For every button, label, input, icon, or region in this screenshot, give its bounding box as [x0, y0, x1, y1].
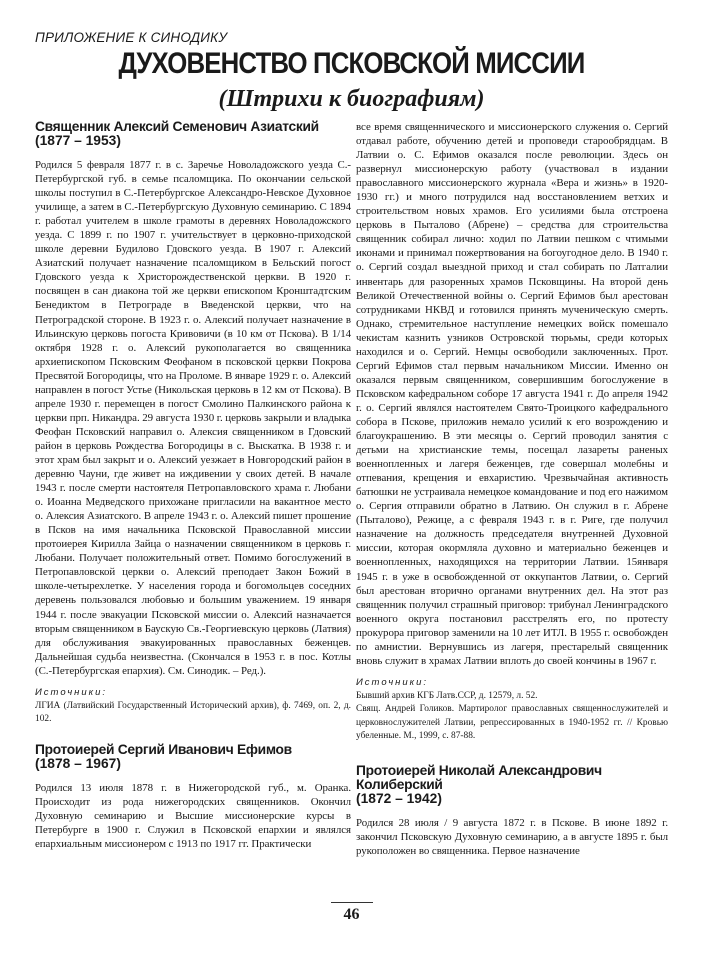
page-number: 46	[343, 906, 360, 923]
page-subtitle: (Штрихи к биографиям)	[218, 86, 485, 112]
page-title: ДУХОВЕНСТВО ПСКОВСКОЙ МИССИИ	[118, 47, 585, 80]
entry-title: Протоиерей Сергий Иванович Ефимов	[35, 741, 292, 757]
entry-body-part-2: все время священнического и миссионерского служения о. Сергий отдавал работе, обучению детей и проповеди старообрядцам. В Латвии о. С. Ефимов оказался после революции. Здесь он развернул миссионерскую работу (участвовал в издании православного миссионерского журнала «Вера и жизнь» в 1920-1930 гг.) и много потрудился над восстановлением ветхих и строительством новых храмов. Его усилиями была отстроена церковь в Пыталово (Абрене) – средства для строительства священник собирал лично: ходил по Латвии пешком с чтимыми иконами и принимал пожертвования на богоугодное дело. В 1940 г. о. Сергий создал выездной приход и стал собирать по Латгалии инвентарь для разоренных храмов Псковщины. На второй день Великой Отечественной войны о. Сергий Ефимов был арестован сотрудниками НКВД и готовился принять мученическую смерть. Однако, стремительное наступление немецких войск помешало чекистам казнить узников Островской тюрьмы, среди которых находился и о. Сергий. Немцы освободили заключенных. Прот. Сергий Ефимов стал первым начальником Миссии. Именно он оказался первым священником, совершившим богослужение в Псковском кафедральном соборе 17 августа 1941 г. До апреля 1942 г. о. Сергий являлся настоятелем Свято-Троицкого кафедрального собора в Пскове, приложив немало усилий к его возрождению и благоукрашению. В эти месяцы о. Сергий проводил занятия с детьми на христианские темы, посещал лазареты раненых военнопленных и лагеря беженцев, где совершал молебны и отпевания, крещения и евхаристию. Чрезвычайная активность батюшки не устраивала немецкое командование и под его нажимом о. Сергия отправили обратно в Латвию. Он служил в г. Абрене (Пыталово), Режице, а с февраля 1943 г. в г. Риге, где получил назначение на должность председателя внутренней Духовной миссии, которая окормляла духовно и материально беженцев и военнопленных, находящихся на территории Латвии. 15января 1945 г. в уже в освобожденной от оккупантов Латвии, о. Сергий был арестован вторично органами внутренних дел. На этот раз священник получил страшный приговор: трибунал Ленинградского военного округа постановил расстрелять его, по протесту прокурора приговор заменили на 10 лет ИТЛ. В 1955 г. освобожден по амнистии. Вернувшись из лагеря, престарелый священник вновь служит в храмах Латвии вплоть до своей кончины в 1967 г.	[356, 121, 668, 667]
entry-body: Родился 5 февраля 1877 г. в с. Заречье Новоладожского уезда С.-Петербургской губ. в семье псаломщика. По окончании сельской школы поступил в С.-Петербургское Александро-Невское Духовное училище, а затем в С.-Петербургскую Духовную семинарию. С 1894 г. работал учителем в школе грамоты в деревнях Новоладожского уезда. С 1899 г. по 1907 г. учительствует в церковно-приходской школе деревни Будилово Гдовского уезда. В 1907 г. Алексий Азиатский получает назначение псаломщиком в Бельский погост Гдовского уезда к Христорождественской церкви. В 1920 г. посвящен в сан диакона той же церкви епископом Кронштадтским Бенедиктом в Петрограде в Введенской церкви, что на Петроградской стороне. В 1923 г. о. Алексий получает назначение в Ильинскую церковь погоста Кривовичи (в 10 км от Пскова). В 1/14 октября 1928 г. о. Алексий рукополагается во священника архиепископом Псковским Феофаном в псковской церкви Покрова Пресвятой Богородицы, что на Проломе. В январе 1929 г. о. Алексий направлен в погост Устье (Никольская церковь в 12 км от Пскова). В апреле 1930 г. перемещен в погост Смолино Палкинского района к церкви прп. Никандра. 29 августа 1930 г. церковь закрыли и владыка Феофан Псковский направил о. Алексия священником в Гдовский район в церковь Рождества Богородицы в с. Выскатка. В 1938 г. и этот храм был закрыт и о. Алексий уезжает в Новгородский район в деревню Чауни, где живет на иждивении у своих детей. В начале 1943 г. после смерти настоятеля Петропавловского храма г. Любани о. Иоанна Медведского прихожане пригласили на вакантное место о. Алексия Азиатского. В апреле 1943 г. о. Алексий пишет прошение в Псков на имя начальника Псковской Православной миссии протоиерея Кирилла Зайца о назначении священником в церковь г. Любани. Получает положительный ответ. Помимо богослужений в Петропавловской церкви о. Алексий преподает Закон Божий в школе-четырехлетке. У населения города и богомольцев соседних деревень пользовался любовью и большим уважением. 19 января 1944 г. после эвакуации Псковской миссии о. Алексий назначается вторым священником в Баускую Св.-Георгиевскую церковь (Латвия) для обслуживания эвакуированных православных беженцев. Дальнейшая судьба неизвестна. (Скончался в 1953 г. в пос. Котлы (С.-Петербургская епархия). См. Синодик. – Ред.).	[35, 159, 351, 677]
source-item: Свящ. Андрей Голиков. Мартиролог православных священнослужителей и церковнослужителей Латвии, репрессированных в 1940-1952 гг. // Кровью убеленные. М., 1999, с. 87-88.	[356, 704, 668, 742]
entry-title: Протоиерей Николай Александрович Колиберский	[356, 762, 602, 792]
entry-efimov	[35, 743, 351, 851]
entry-body-part-1: Родился 13 июля 1878 г. в Нижегородской губ., м. Оранка. Происходит из рода нижегородских священников. Окончил Духовную семинарию и Высшие миссионерские курсы в Петербурге в 1900 г. Служил в Псковской епархии и являлся епархиальным миссионером с 1913 по 1917 гг. Практически	[35, 781, 351, 850]
right-column	[356, 120, 668, 858]
entry-body: Родился 28 июля / 9 августа 1872 г. в Пскове. В июне 1892 г. закончил Псковскую Духовную семинарию, а в августе 1895 г. был рукоположен во священника. Первое назначение	[356, 816, 668, 857]
entry-years: (1872 – 1942)	[356, 790, 442, 806]
entry-koliberskiy	[356, 764, 668, 858]
running-head: ПРИЛОЖЕНИЕ К СИНОДИКУ	[35, 30, 228, 45]
sources-heading: Источники:	[356, 676, 429, 688]
source-item: ЛГИА (Латвийский Государственный Исторический архив), ф. 7469, оп. 2, д. 102.	[35, 700, 351, 725]
entry-years: (1878 – 1967)	[35, 755, 121, 771]
entry-title: Священник Алексий Семенович Азиатский	[35, 119, 319, 134]
entry-years: (1877 – 1953)	[35, 133, 121, 148]
source-item: Бывший архив КГБ Латв.ССР, д. 12579, л. 52.	[356, 690, 538, 701]
entry-efimov-continued	[356, 120, 668, 744]
left-column	[35, 120, 351, 851]
sources-heading: Источники:	[35, 686, 108, 698]
entry-aziatsky	[35, 120, 351, 727]
page-number-rule	[331, 902, 373, 903]
